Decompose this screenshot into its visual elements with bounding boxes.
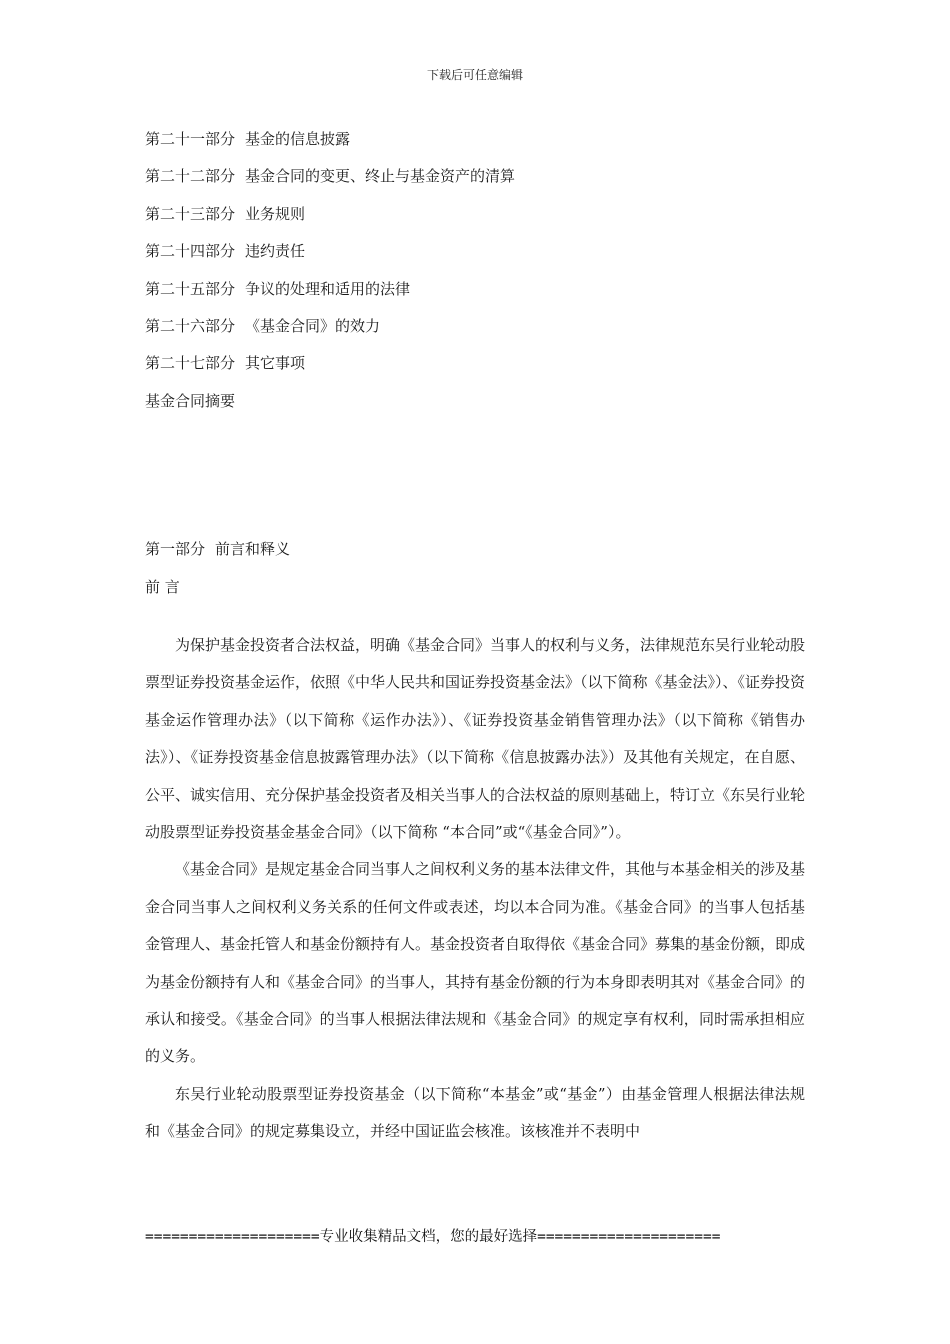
paragraph: 《基金合同》是规定基金合同当事人之间权利义务的基本法律文件，其他与本基金相关的涉及基金合同当事人之间权利义务关系的任何文件或表述，均以本合同为准。《基金合同》的当事人包括基金管理人、基金托管人和基金份额持有人。基金投资者自取得依《基金合同》募集的基金份额，即成为基金份额持有人和《基金合同》的当事人，其持有基金份额的行为本身即表明其对《基金合同》的承认和接受。《基金合同》的当事人根据法律法规和《基金合同》的规定享有权利，同时需承担相应的义务。 [145,860,806,1066]
section-heading [145,538,290,560]
section-title: 前言和释义 [215,540,291,558]
body-text [145,627,805,1151]
toc-item-title: 违约责任 [245,242,306,261]
toc-item [145,315,805,352]
toc-item-summary [145,390,805,427]
toc-item-title: 业务规则 [245,204,306,223]
toc-item [145,278,805,315]
paragraph: 为保护基金投资者合法权益，明确《基金合同》当事人的权利与义务，法律规范东吴行业轮动股票型证券投资基金运作，依照《中华人民共和国证券投资基金法》（以下简称《基金法》）、《证券投资基金运作管理办法》（以下简称《运作办法》）、《证券投资基金销售管理办法》（以下简称《销售办法》）、《证券投资基金信息披露管理办法》（以下简称《信息披露办法》）及其他有关规定，在自愿、公平、诚实信用、充分保护基金投资者及相关当事人的合法权益的原则基础上，特订立《东吴行业轮动股票型证券投资基金基金合同》（以下简称 “本合同”或“《基金合同》”）。 [145,636,806,842]
toc-item-number: 第二十四部分 [145,242,236,261]
toc-item-number: 第二十三部分 [145,204,236,223]
toc-item-title: 《基金合同》的效力 [245,316,381,335]
toc-item-number: 第二十一部分 [145,130,236,148]
footer-banner: ====================专业收集精品文档，您的最好选择===================== [145,1229,721,1245]
toc-item-title: 基金的信息披露 [245,130,351,148]
toc-item [145,165,805,202]
toc-item-title: 基金合同摘要 [145,391,236,410]
toc-item [145,128,805,165]
toc-item [145,203,805,240]
toc-item-title: 基金合同的变更、终止与基金资产的清算 [245,167,516,186]
section-subtitle: 前 言 [145,578,180,596]
toc-item-number: 第二十五部分 [145,279,236,298]
header-note: 下载后可任意编辑 [426,68,523,82]
toc-item-title: 其它事项 [245,354,306,373]
toc-item-number: 第二十六部分 [145,316,236,335]
toc-item-title: 争议的处理和适用的法律 [245,279,411,298]
toc-item-number: 第二十七部分 [145,354,236,373]
toc-item [145,240,805,277]
section-number: 第一部分 [145,540,206,558]
toc-item-number: 第二十二部分 [145,167,236,186]
toc-item [145,352,805,389]
paragraph: 东吴行业轮动股票型证券投资基金（以下简称“本基金”或“基金”）由基金管理人根据法律法规和《基金合同》的规定募集设立，并经中国证监会核准。该核准并不表明中 [145,1084,805,1141]
table-of-contents [145,128,805,427]
